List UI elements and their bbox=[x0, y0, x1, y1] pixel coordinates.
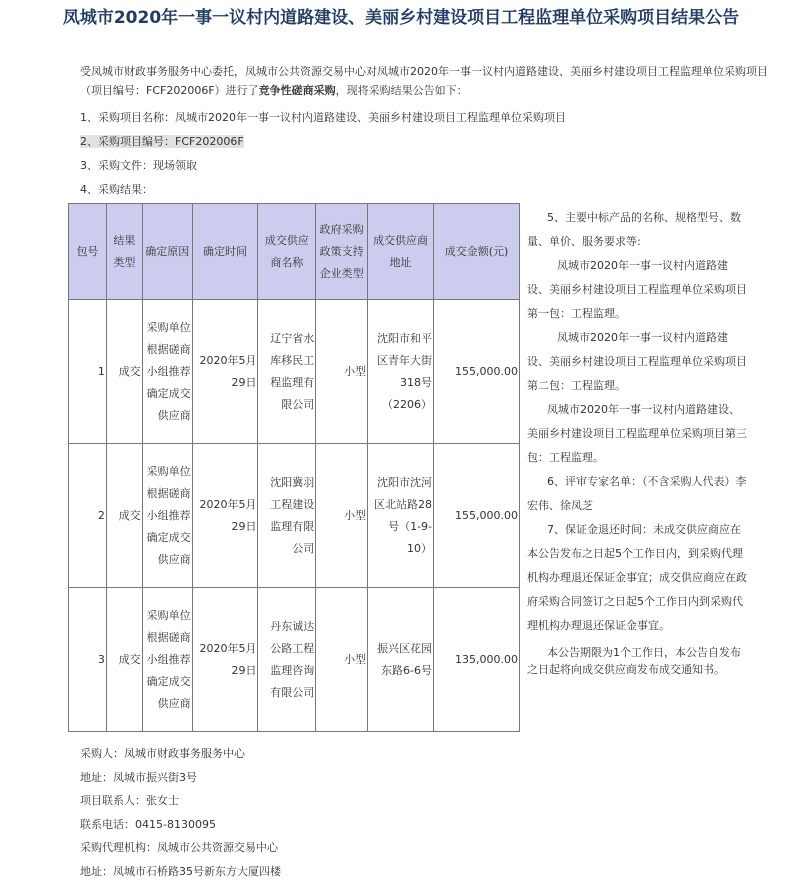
cell-amount: 155,000.00 bbox=[434, 300, 520, 444]
side-notes bbox=[527, 206, 749, 678]
header-package-no: 包号 bbox=[69, 204, 107, 300]
list-item-project-code bbox=[80, 134, 244, 150]
project-contact: 项目联系人：张女士 bbox=[80, 789, 680, 813]
header-reason: 确定原因 bbox=[142, 204, 192, 300]
note-package-3: 凤城市2020年一事一议村内道路建设、美丽乡村建设项目工程监理单位采购项目第三包：工程监理。 bbox=[527, 398, 749, 470]
results-table bbox=[68, 203, 520, 732]
note-deposit-refund: 7、保证金退还时间：未成交供应商应在本公告发布之日起5个工作日内，到采购代理机构办理退还保证金事宜；成交供应商应在政府采购合同签订之日起5个工作日内到采购代理机构办理退还保证金事宜。 bbox=[527, 518, 749, 638]
cell-date: 2020年5月29日 bbox=[192, 300, 258, 444]
header-enterprise-type: 政府采购政策支持企业类型 bbox=[316, 204, 368, 300]
cell-enterprise-type: 小型 bbox=[316, 300, 368, 444]
cell-supplier-name: 丹东诚达公路工程监理咨询有限公司 bbox=[258, 588, 316, 732]
cell-supplier-address: 沈阳市沈河区北站路28号（1-9-10） bbox=[368, 444, 434, 588]
header-amount: 成交金额(元) bbox=[434, 204, 520, 300]
header-result-type: 结果类型 bbox=[106, 204, 142, 300]
intro-text-2: ，现将采购结果公告如下： bbox=[336, 84, 468, 97]
page-title: 凤城市2020年一事一议村内道路建设、美丽乡村建设项目工程监理单位采购项目结果公告 bbox=[40, 6, 762, 30]
agency-address: 地址：凤城市石桥路35号新东方大厦四楼 bbox=[80, 860, 680, 883]
table-header-row bbox=[69, 204, 520, 300]
contact-phone: 联系电话：0415-8130095 bbox=[80, 813, 680, 837]
header-date: 确定时间 bbox=[192, 204, 258, 300]
cell-supplier-address: 沈阳市和平区青年大街318号（2206） bbox=[368, 300, 434, 444]
cell-enterprise-type: 小型 bbox=[316, 588, 368, 732]
intro-method: 竞争性磋商采购 bbox=[259, 84, 336, 97]
cell-reason: 采购单位根据磋商小组推荐确定成交供应商 bbox=[142, 444, 192, 588]
table-row bbox=[69, 444, 520, 588]
table-row bbox=[69, 300, 520, 444]
cell-reason: 采购单位根据磋商小组推荐确定成交供应商 bbox=[142, 300, 192, 444]
agency-name: 采购代理机构：凤城市公共资源交易中心 bbox=[80, 836, 680, 860]
cell-result-type: 成交 bbox=[106, 588, 142, 732]
cell-package-no: 2 bbox=[69, 444, 107, 588]
header-supplier-address: 成交供应商地址 bbox=[368, 204, 434, 300]
cell-supplier-name: 沈阳冀羽工程建设监理有限公司 bbox=[258, 444, 316, 588]
cell-result-type: 成交 bbox=[106, 300, 142, 444]
cell-date: 2020年5月29日 bbox=[192, 588, 258, 732]
cell-reason: 采购单位根据磋商小组推荐确定成交供应商 bbox=[142, 588, 192, 732]
purchaser-address: 地址：凤城市振兴街3号 bbox=[80, 766, 680, 790]
purchaser-name: 采购人：凤城市财政事务服务中心 bbox=[80, 742, 680, 766]
note-notice-period: 本公告期限为1个工作日，本公告自发布之日起将向成交供应商发布成交通知书。 bbox=[527, 644, 749, 678]
cell-supplier-name: 辽宁省水库移民工程监理有限公司 bbox=[258, 300, 316, 444]
intro-text-1: 受凤城市财政事务服务中心委托，凤城市公共资源交易中心对凤城市2020年一事一议村内道路建设、美丽乡村建设项目工程监理单位采购项目（项目编号：FCF202006F）进行了 bbox=[80, 65, 768, 97]
cell-date: 2020年5月29日 bbox=[192, 444, 258, 588]
list-item-project-name: 1、采购项目名称：凤城市2020年一事一议村内道路建设、美丽乡村建设项目工程监理单位采购项目 bbox=[80, 110, 566, 126]
cell-enterprise-type: 小型 bbox=[316, 444, 368, 588]
list-item-procurement-docs: 3、采购文件：现场领取 bbox=[80, 158, 197, 174]
intro-paragraph bbox=[80, 62, 770, 100]
header-supplier-name: 成交供应商名称 bbox=[258, 204, 316, 300]
cell-amount: 135,000.00 bbox=[434, 588, 520, 732]
note-review-experts: 6、评审专家名单：（不含采购人代表）李宏伟、徐凤芝 bbox=[527, 470, 749, 518]
cell-result-type: 成交 bbox=[106, 444, 142, 588]
cell-amount: 155,000.00 bbox=[434, 444, 520, 588]
note-product-info: 5、主要中标产品的名称、规格型号、数量、单价、服务要求等: bbox=[527, 206, 749, 254]
contact-info bbox=[80, 742, 680, 883]
cell-package-no: 3 bbox=[69, 588, 107, 732]
note-package-1: 凤城市2020年一事一议村内道路建设、美丽乡村建设项目工程监理单位采购项目第一包：工程监理。 bbox=[527, 254, 749, 326]
list-item-results-label: 4、采购结果： bbox=[80, 182, 153, 198]
note-package-2: 凤城市2020年一事一议村内道路建设、美丽乡村建设项目工程监理单位采购项目第二包：工程监理。 bbox=[527, 326, 749, 398]
highlighted-project-code: 2、采购项目编号：FCF202006F bbox=[80, 135, 244, 148]
table-row bbox=[69, 588, 520, 732]
cell-package-no: 1 bbox=[69, 300, 107, 444]
cell-supplier-address: 振兴区花园东路6-6号 bbox=[368, 588, 434, 732]
